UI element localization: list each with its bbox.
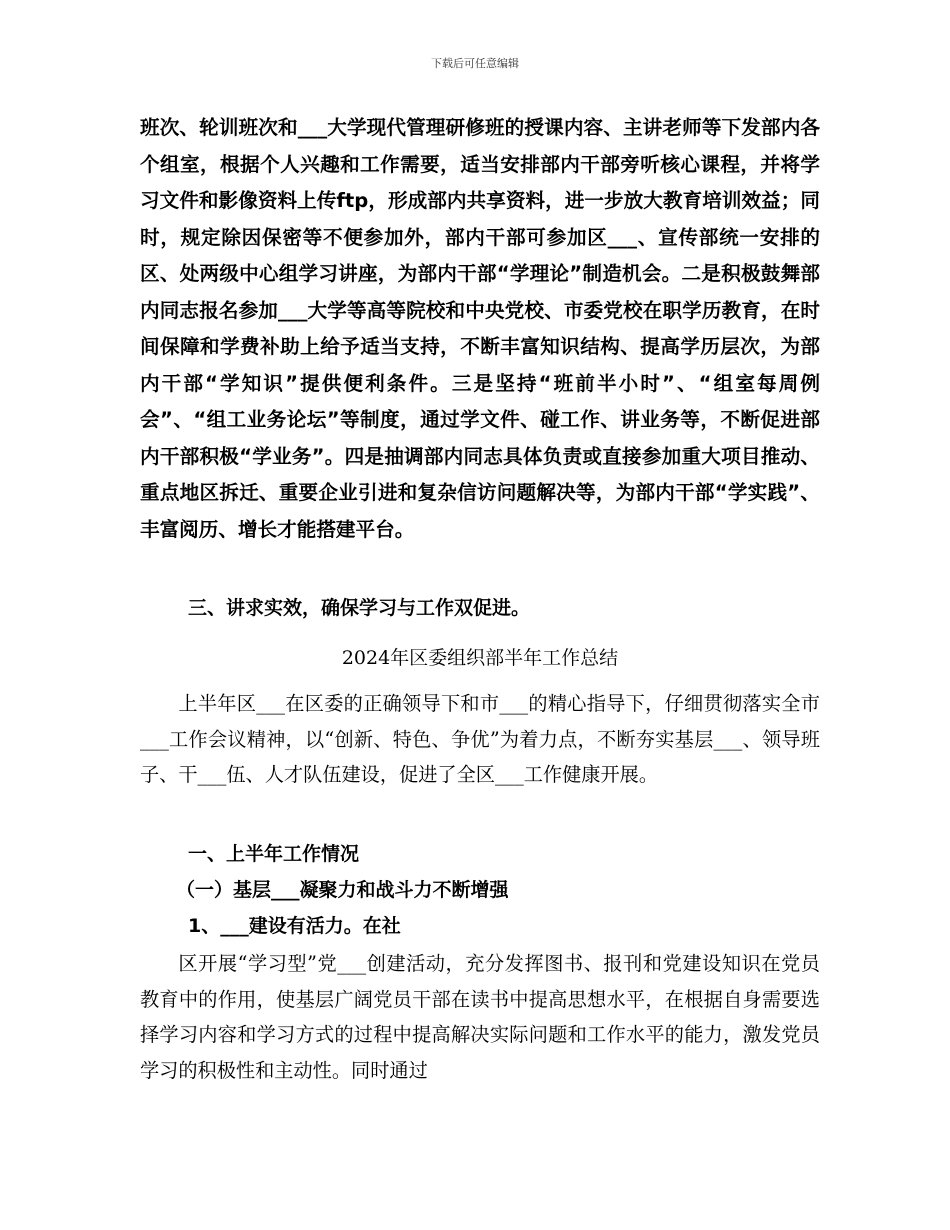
section-heading-block xyxy=(140,590,820,626)
heading-construction: 1、___建设有活力。在社 xyxy=(188,915,401,937)
heading-first-half-work: 一、上半年工作情况 xyxy=(188,843,360,865)
document-intro xyxy=(140,686,820,793)
work-headings xyxy=(140,836,820,944)
document-title: 2024年区委组织部半年工作总结 xyxy=(341,647,619,669)
work-detail xyxy=(140,946,820,1088)
section-continued-text xyxy=(140,110,820,548)
continued-paragraph: 班次、轮训班次和___大学现代管理研修班的授课内容、主讲老师等下发部内各个组室，根据个人兴趣和工作需要，适当安排部内干部旁听核心课程，并将学习文件和影像资料上传ftp，形成部内共享资料，进一步放大教育培训效益；同时，规定除因保密等不便参加外，部内干部可参加区___、宣传部统一安排的区、处两级中心组学习讲座，为部内干部“学理论”制造机会。二是积极鼓舞部内同志报名参加___大学等高等院校和中央党校、市委党校在职学历教育，在时间保障和学费补助上给予适当支持，不断丰富知识结构、提高学历层次，为部内干部“学知识”提供便利条件。三是坚持“班前半小时”、“组室每周例会”、“组工业务论坛”等制度，通过学文件、碰工作、讲业务等，不断促进部内干部积极“学业务”。四是抽调部内同志具体负责或直接参加重大项目推动、重点地区拆迁、重要企业引进和复杂信访问题解决等，为部内干部“学实践”、丰富阅历、增长才能搭建平台。 xyxy=(140,116,820,541)
intro-paragraph: 上半年区___在区委的正确领导下和市___的精心指导下，仔细贯彻落实全市___工作会议精神，以“创新、特色、争优”为着力点，不断夯实基层___、领导班子、干___伍、人才队伍建设，促进了全区___工作健康开展。 xyxy=(140,692,820,787)
detail-paragraph: 区开展“学习型”党___创建活动，充分发挥图书、报刊和党建设知识在党员教育中的作用，使基层广阔党员干部在读书中提高思想水平，在根据自身需要选择学习内容和学习方式的过程中提高解决实际问题和工作水平的能力，激发党员学习的积极性和主动性。同时通过 xyxy=(140,952,820,1082)
section-heading-three: 三、讲求实效，确保学习与工作双促进。 xyxy=(188,597,531,619)
page-header-note: 下载后可任意编辑 xyxy=(431,57,519,70)
heading-grassroots: （一）基层___凝聚力和战斗力不断增强 xyxy=(176,879,509,901)
